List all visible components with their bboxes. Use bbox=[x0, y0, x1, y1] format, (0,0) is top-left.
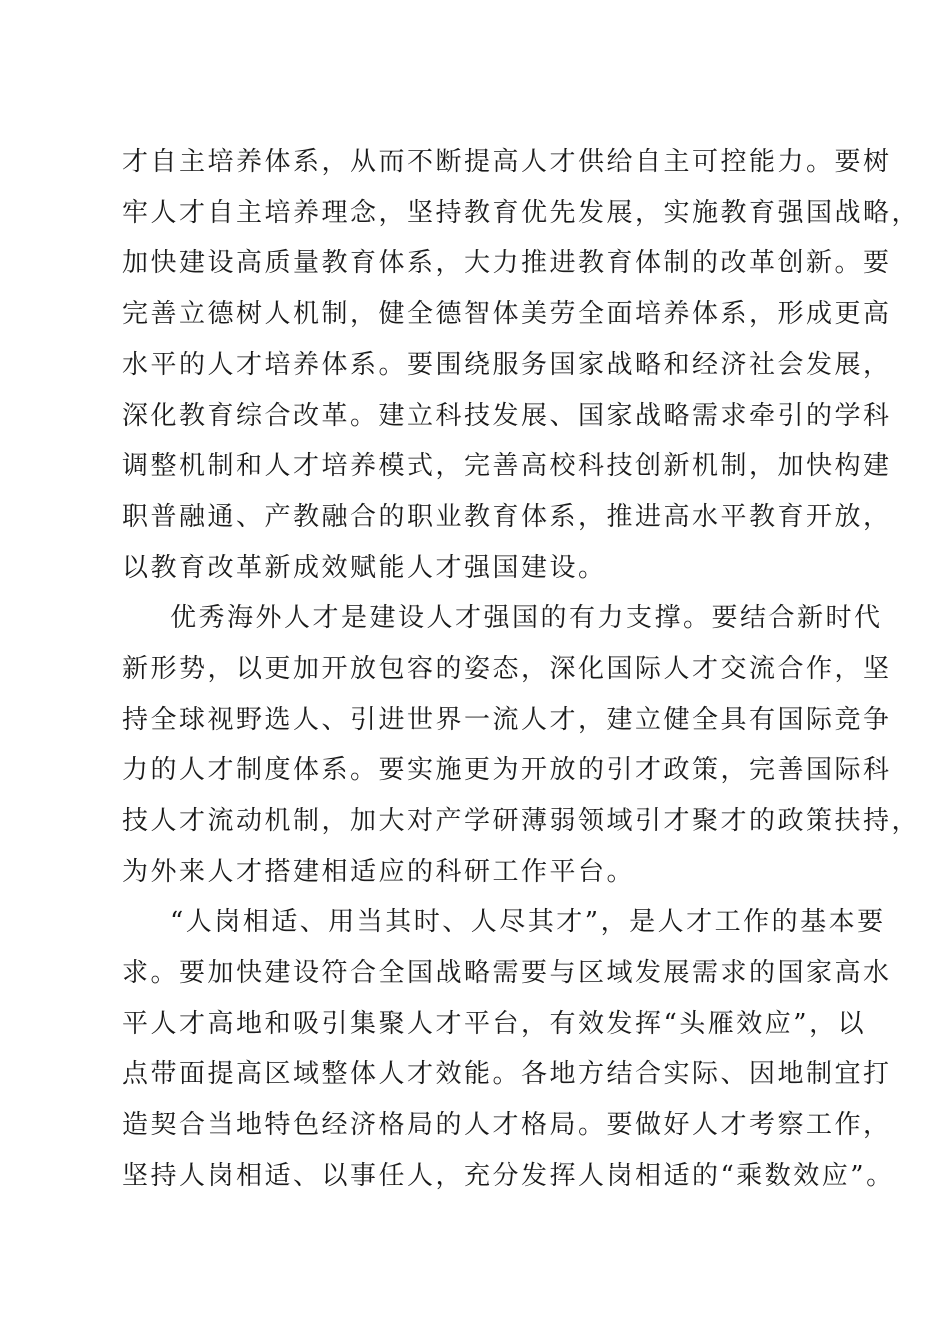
text-line: 坚持人岗相适、以事任人，充分发挥人岗相适的“乘数效应”。 bbox=[122, 1161, 895, 1191]
text-line: 牢人才自主培养理念，坚持教育优先发展，实施教育强国战略， bbox=[122, 198, 921, 228]
text-line: 加快建设高质量教育体系，大力推进教育体制的改革创新。要 bbox=[122, 248, 892, 278]
text-line: 求。要加快建设符合全国战略需要与区域发展需求的国家高水 bbox=[122, 958, 892, 988]
text-line: 才自主培养体系，从而不断提高人才供给自主可控能力。要树 bbox=[122, 147, 892, 177]
text-line: 技人才流动机制，加大对产学研薄弱领域引才聚才的政策扶持， bbox=[122, 806, 921, 836]
text-line: 新形势，以更加开放包容的姿态，深化国际人才交流合作，坚 bbox=[122, 654, 892, 684]
text-line: 造契合当地特色经济格局的人才格局。要做好人才考察工作， bbox=[122, 1110, 892, 1140]
text-line: 为外来人才搭建相适应的科研工作平台。 bbox=[122, 857, 636, 887]
text-line: 平人才高地和吸引集聚人才平台，有效发挥“头雁效应”，以 bbox=[122, 1009, 867, 1039]
text-line: 完善立德树人机制，健全德智体美劳全面培养体系，形成更高 bbox=[122, 299, 892, 329]
text-line: 深化教育综合改革。建立科技发展、国家战略需求牵引的学科 bbox=[122, 401, 892, 431]
text-line: 调整机制和人才培养模式，完善高校科技创新机制，加快构建 bbox=[122, 451, 892, 481]
text-line: 职普融通、产教融合的职业教育体系，推进高水平教育开放， bbox=[122, 502, 892, 532]
paragraph-first-line: “人岗相适、用当其时、人尽其才”，是人才工作的基本要 bbox=[170, 907, 886, 937]
text-line: 持全球视野选人、引进世界一流人才，建立健全具有国际竞争 bbox=[122, 705, 892, 735]
text-line: 以教育改革新成效赋能人才强国建设。 bbox=[122, 553, 607, 583]
paragraph-first-line: 优秀海外人才是建设人才强国的有力支撑。要结合新时代 bbox=[170, 603, 883, 633]
text-line: 水平的人才培养体系。要围绕服务国家战略和经济社会发展， bbox=[122, 350, 892, 380]
text-line: 点带面提高区域整体人才效能。各地方结合实际、因地制宜打 bbox=[122, 1059, 892, 1089]
text-line: 力的人才制度体系。要实施更为开放的引才政策，完善国际科 bbox=[122, 755, 892, 785]
